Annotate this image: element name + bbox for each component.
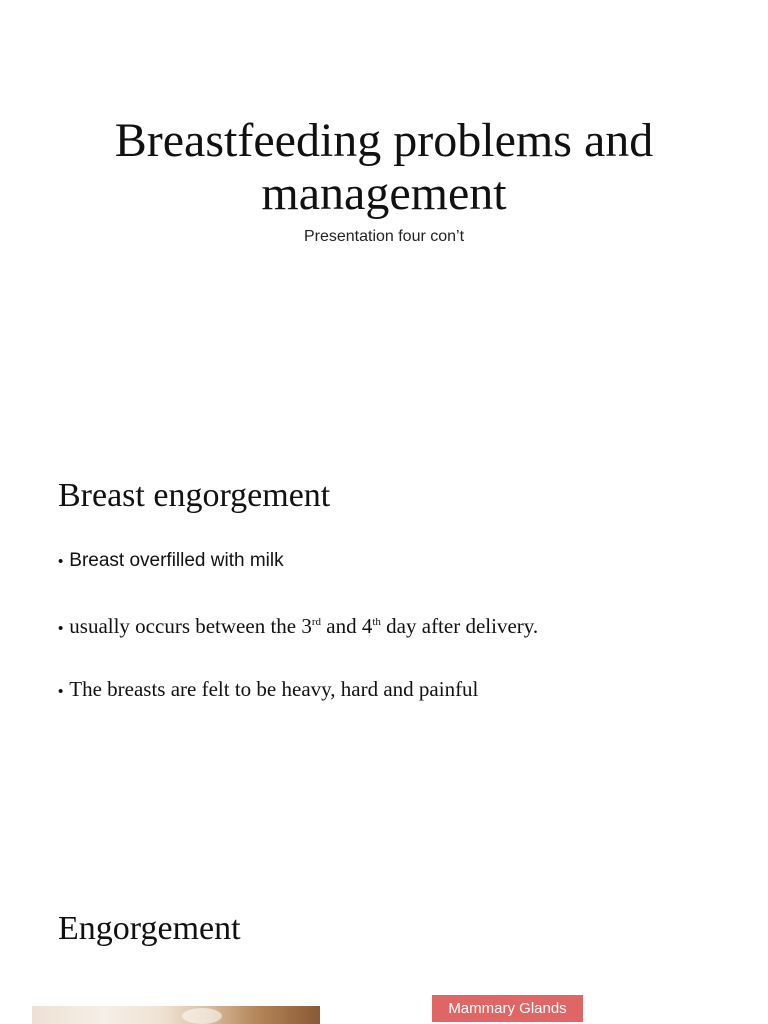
bullet-marker: • (58, 620, 64, 637)
ordinal-suffix: rd (311, 616, 322, 628)
mammary-glands-label: Mammary Glands (432, 995, 583, 1022)
bullet-item (58, 550, 284, 572)
title-line-1: Breastfeeding problems and (114, 114, 654, 167)
bullet-item (58, 614, 538, 639)
slide-heading: Engorgement (58, 910, 241, 947)
bullet-text-part: and 4 (321, 614, 373, 638)
bullet-text-part: day after delivery. (380, 614, 539, 638)
bullet-text-part: usually occurs between the 3 (69, 614, 312, 638)
title-line-2: management (261, 167, 507, 220)
bullet-marker: • (58, 553, 64, 570)
breast-engorgement-slide (0, 430, 768, 860)
title-slide (0, 0, 768, 430)
photo-highlight (182, 1008, 222, 1024)
bullet-text: Breast overfilled with milk (69, 550, 284, 571)
slide-heading: Breast engorgement (58, 477, 331, 514)
engorgement-image-slide (0, 860, 768, 1024)
bullet-item (58, 677, 478, 702)
presentation-subtitle: Presentation four con’t (303, 228, 465, 245)
ordinal-suffix: th (372, 616, 381, 628)
bullet-text: The breasts are felt to be heavy, hard and painful (69, 677, 479, 701)
bullet-marker: • (58, 683, 64, 700)
breast-photo (32, 1006, 320, 1024)
presentation-title (0, 114, 768, 220)
